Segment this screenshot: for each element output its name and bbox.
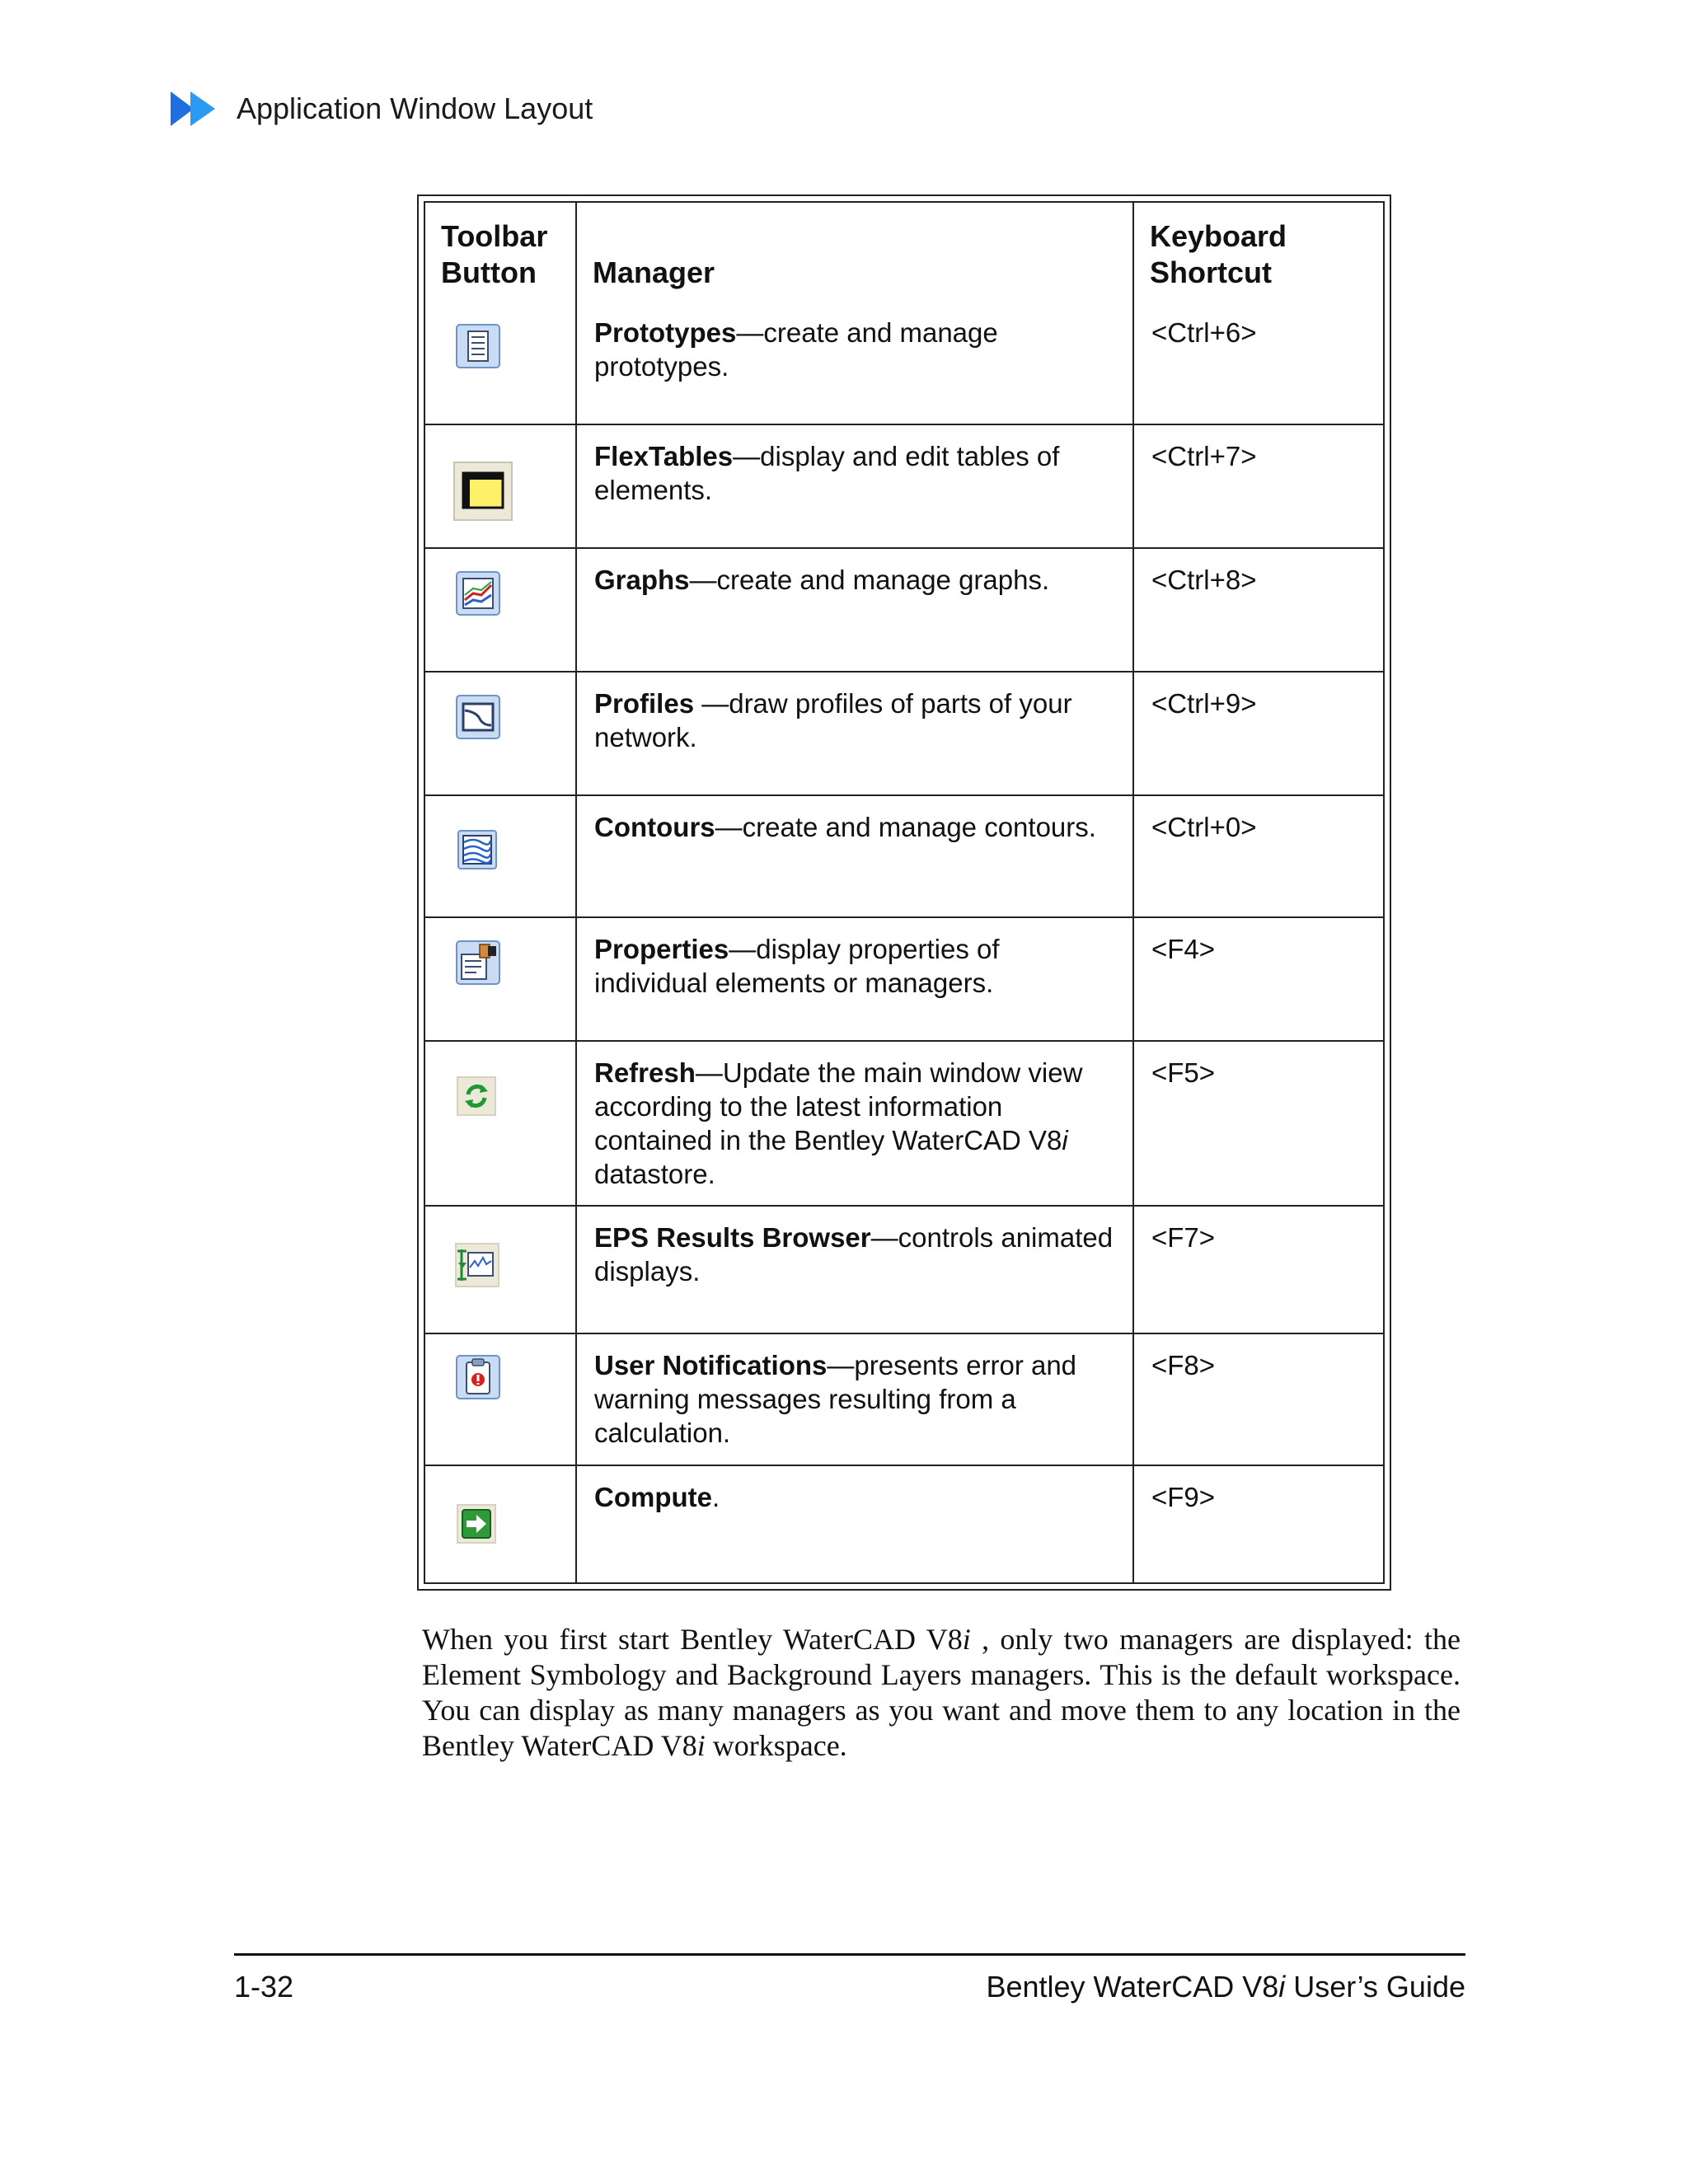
graphs-icon[interactable] xyxy=(455,570,501,616)
shortcut-text: <Ctrl+6> xyxy=(1151,317,1257,348)
manager-name: Refresh xyxy=(594,1057,696,1088)
manager-name: Graphs xyxy=(594,565,690,595)
manager-desc: . xyxy=(712,1482,720,1512)
row-profiles-text xyxy=(578,673,1132,754)
shortcut-text: <F8> xyxy=(1151,1350,1216,1380)
col-header-keyboard-shortcut: Keyboard Shortcut xyxy=(1150,219,1287,289)
table-row xyxy=(424,548,1384,672)
manager-name: Contours xyxy=(594,812,715,842)
manager-desc-end: datastore. xyxy=(594,1159,715,1189)
manager-desc: —display properties of individual elements or managers. xyxy=(594,934,1000,998)
manager-name: Properties xyxy=(594,934,729,964)
row-notifications-text xyxy=(578,1335,1132,1450)
compute-icon[interactable] xyxy=(457,1504,496,1544)
body-paragraph xyxy=(422,1622,1461,1764)
page-number: 1-32 xyxy=(234,1970,294,2004)
running-header xyxy=(171,89,593,129)
flextables-icon[interactable] xyxy=(453,462,513,521)
manager-desc: —draw profiles of parts of your network. xyxy=(594,688,1072,752)
col-header-toolbar-button: Toolbar Button xyxy=(441,219,548,289)
body-text-3: workspace. xyxy=(705,1729,847,1762)
body-text-1: When you first start Bentley WaterCAD V8 xyxy=(422,1623,963,1656)
guide-title-text: Bentley WaterCAD V8 xyxy=(986,1970,1279,2004)
body-text-2: , only two managers are displayed: the Element Symbology and Background Layers managers. This is the default workspace. You can display as many managers as you want and move them to any location in the Bentley WaterCAD V8 xyxy=(422,1623,1461,1762)
manager-desc: —display and edit tables of elements. xyxy=(594,441,1060,505)
footer-rule xyxy=(234,1953,1465,1956)
manager-desc: —presents error and warning messages resulting from a calculation. xyxy=(594,1350,1077,1448)
italic-version-suffix: i xyxy=(1062,1125,1068,1155)
guide-title-end: User’s Guide xyxy=(1285,1970,1465,2004)
manager-name: Prototypes xyxy=(594,317,737,348)
table-row xyxy=(424,1041,1384,1206)
manager-table xyxy=(417,194,1391,1591)
table-row xyxy=(424,1333,1384,1465)
cell-prototypes-desc xyxy=(576,202,1133,424)
italic-version-suffix: i xyxy=(962,1623,971,1656)
user-notifications-icon[interactable] xyxy=(455,1354,501,1400)
italic-version-suffix: i xyxy=(1278,1970,1286,2004)
col-header-manager: Manager xyxy=(593,255,715,289)
shortcut-text: <F7> xyxy=(1151,1222,1216,1253)
profiles-icon[interactable] xyxy=(455,694,501,740)
table-row xyxy=(424,424,1384,548)
guide-title xyxy=(986,1970,1465,2004)
manager-desc: —create and manage contours. xyxy=(715,812,1096,842)
manager-desc: —create and manage prototypes. xyxy=(594,317,998,382)
shortcut-text: <F9> xyxy=(1151,1482,1216,1512)
row-flextables-text xyxy=(578,426,1132,507)
properties-icon[interactable] xyxy=(455,940,501,986)
cell-prototypes-shortcut xyxy=(1133,202,1384,424)
section-title: Application Window Layout xyxy=(237,91,593,125)
row-refresh-text xyxy=(578,1043,1132,1191)
row-properties-text xyxy=(578,919,1132,1000)
row-prototypes-text xyxy=(578,291,1132,383)
refresh-icon[interactable] xyxy=(457,1076,496,1116)
contours-icon[interactable] xyxy=(457,829,498,870)
manager-name: EPS Results Browser xyxy=(594,1222,871,1253)
table-row xyxy=(424,1465,1384,1583)
manager-desc: —controls animated displays. xyxy=(594,1222,1114,1286)
shortcut-text: <Ctrl+9> xyxy=(1151,688,1257,719)
shortcut-text: <Ctrl+8> xyxy=(1151,565,1257,595)
manager-name: FlexTables xyxy=(594,441,734,471)
double-arrow-icon xyxy=(171,91,222,126)
italic-version-suffix: i xyxy=(696,1729,706,1762)
table-row xyxy=(424,1206,1384,1333)
shortcut-text: <F4> xyxy=(1151,934,1216,964)
shortcut-text: <F5> xyxy=(1151,1057,1216,1088)
table-row xyxy=(424,917,1384,1041)
row-compute-text xyxy=(578,1467,1132,1514)
eps-results-browser-icon[interactable] xyxy=(455,1243,499,1287)
cell-prototypes-icon xyxy=(424,202,576,424)
shortcut-text: <Ctrl+0> xyxy=(1151,812,1257,842)
row-eps-text xyxy=(578,1207,1132,1288)
manager-desc: —Update the main window view according to the latest information contained in the Bentley WaterCAD V8 xyxy=(594,1057,1083,1155)
table-row xyxy=(424,672,1384,795)
manager-name: Profiles xyxy=(594,688,695,719)
table-row xyxy=(424,795,1384,917)
prototypes-icon[interactable] xyxy=(455,323,501,369)
manager-name: User Notifications xyxy=(594,1350,828,1380)
manager-desc: —create and manage graphs. xyxy=(689,565,1050,595)
manager-name: Compute xyxy=(594,1482,712,1512)
row-contours-text xyxy=(578,797,1132,844)
row-graphs-text xyxy=(578,550,1132,597)
shortcut-text: <Ctrl+7> xyxy=(1151,441,1257,471)
